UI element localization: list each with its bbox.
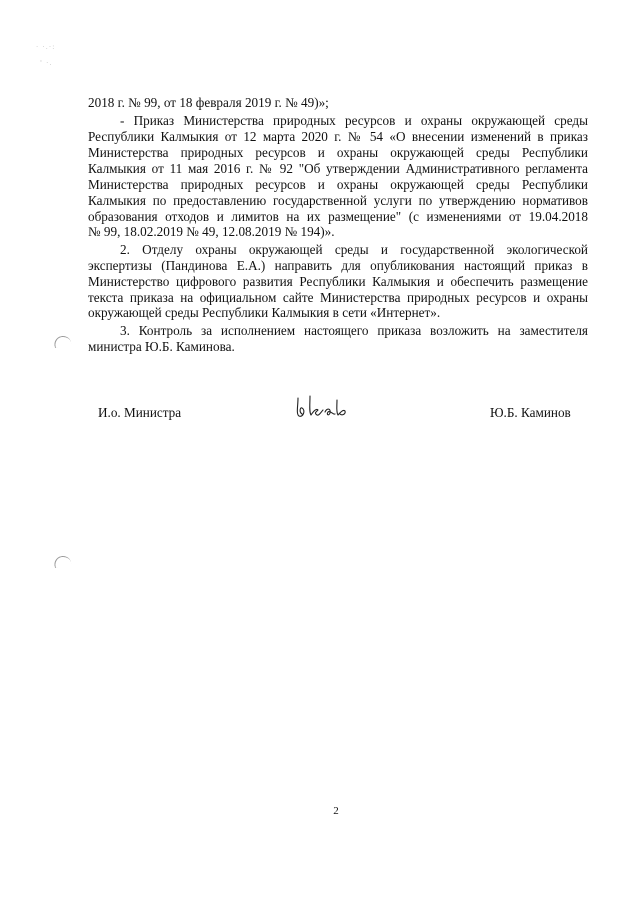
signatory-name: Ю.Б. Каминов: [490, 405, 571, 420]
body-line: текста приказа на официальном сайте Министерства природных ресурсов и охраны: [88, 290, 588, 305]
body-line: министра Ю.Б. Каминова.: [88, 339, 235, 354]
body-line: Калмыкия по предоставлению государственной услуги по утверждению нормативов: [88, 193, 588, 208]
body-line: 2018 г. № 99, от 18 февраля 2019 г. № 49)»;: [88, 95, 329, 110]
scan-artifact: ' ·.: [40, 59, 53, 67]
body-line: № 99, 18.02.2019 № 49, 12.08.2019 № 194)».: [88, 224, 335, 239]
body-line: Министерства природных ресурсов и охраны окружающей среды Республики: [88, 145, 588, 160]
body-line: Министерства природных ресурсов и охраны окружающей среды Республики: [88, 177, 588, 192]
body-line: образования отходов и лимитов на их размещение" (с изменениями от 19.04.2018: [88, 209, 588, 224]
body-line: окружающей среды Республики Калмыкия в сети «Интернет».: [88, 305, 441, 320]
signatory-position: И.о. Министра: [98, 405, 182, 420]
page-number: 2: [333, 805, 339, 817]
body-line: - Приказ Министерства природных ресурсов и охраны окружающей среды: [120, 113, 588, 128]
scan-artifact: · ·.·:: [36, 43, 56, 51]
punch-hole-mark: [53, 555, 71, 568]
body-line: 3. Контроль за исполнением настоящего приказа возложить на заместителя: [120, 323, 588, 338]
body-line: Калмыкия от 11 мая 2016 г. № 92 "Об утверждении Административного регламента: [88, 161, 588, 176]
body-line: Министерство цифрового развития Республики Калмыкия и обеспечить размещение: [88, 274, 588, 289]
body-line: экспертизы (Пандинова Е.А.) направить для опубликования настоящий приказ в: [88, 258, 588, 273]
body-line: Республики Калмыкия от 12 марта 2020 г. № 54 «О внесении изменений в приказ: [88, 129, 588, 144]
body-line: 2. Отделу охраны окружающей среды и государственной экологической: [120, 242, 588, 257]
handwritten-signature: [290, 388, 360, 424]
punch-hole-mark: [53, 335, 71, 348]
